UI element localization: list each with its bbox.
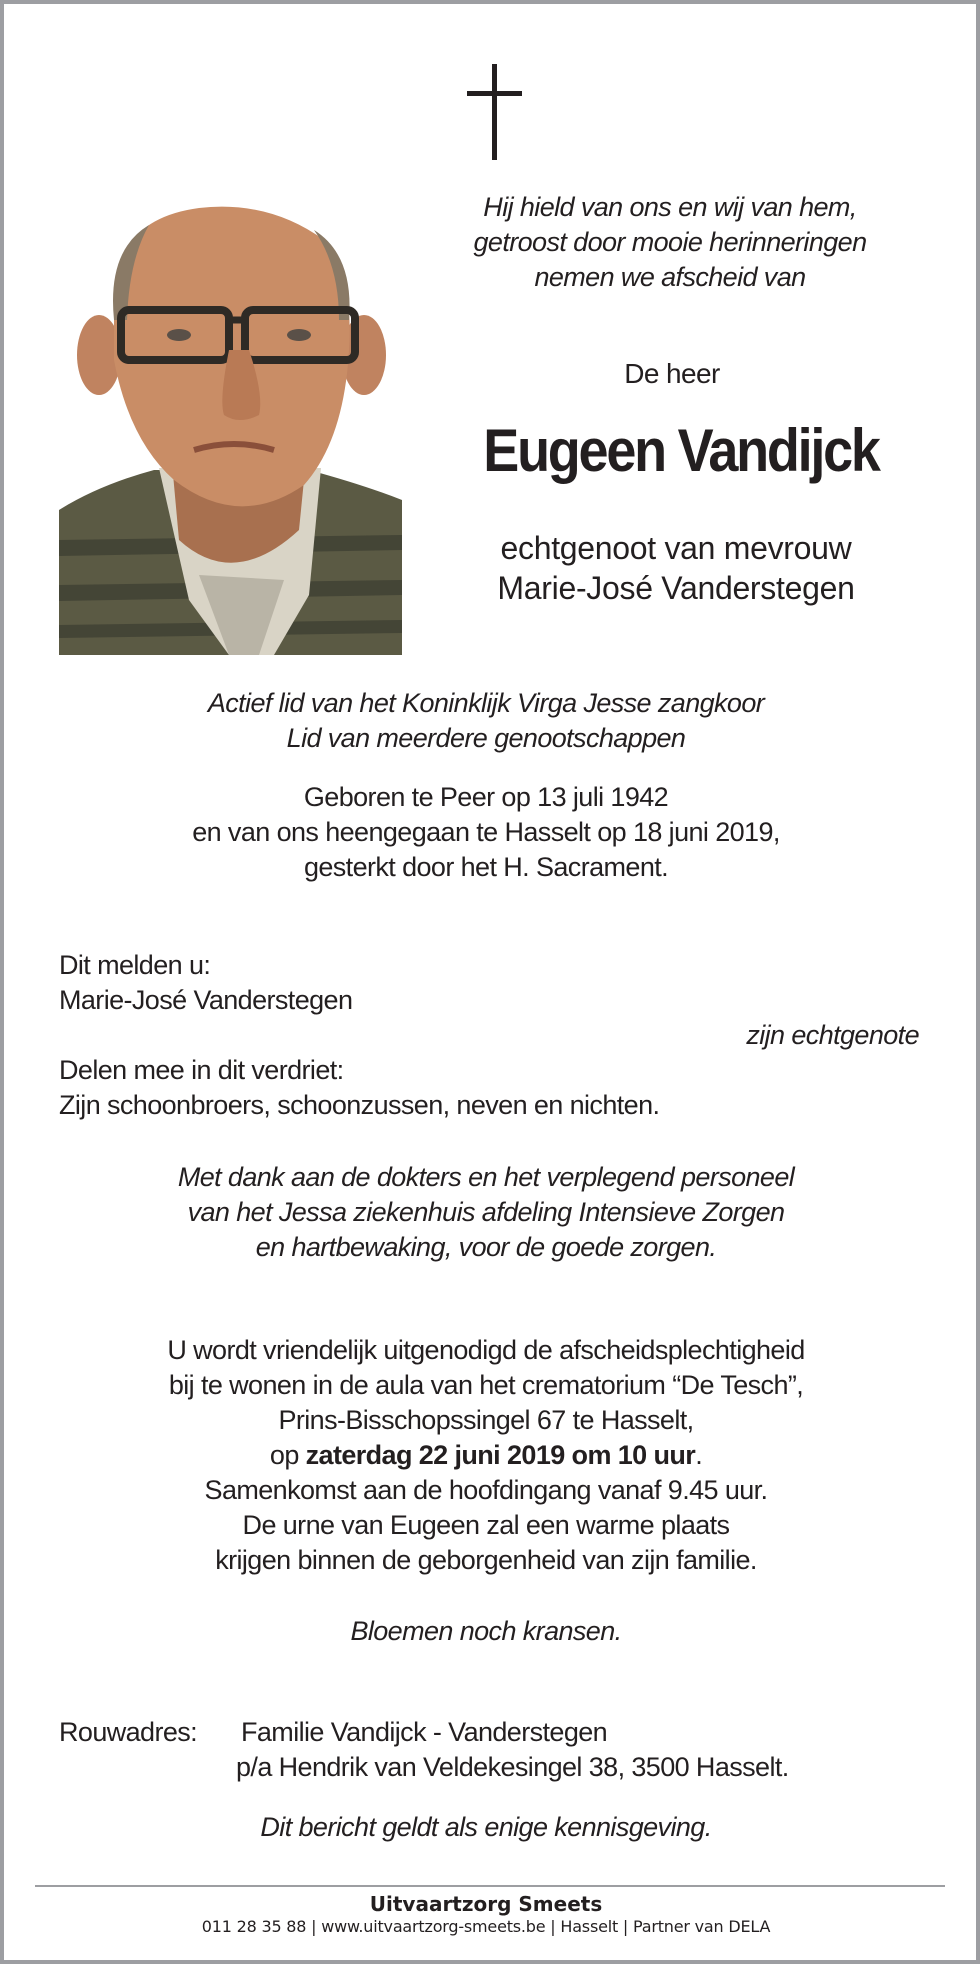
- footer-info: 011 28 35 88 | www.uitvaartzorg-smeets.be | Hasselt | Partner van DELA: [201, 1917, 771, 1936]
- ceremony-line-3: Prins-Bisschopssingel 67 te Hasselt,: [278, 1405, 694, 1435]
- membership-line-2: Lid van meerdere genootschappen: [286, 723, 686, 753]
- family-members: Zijn schoonbroers, schoonzussen, neven en nichten.: [59, 1090, 660, 1120]
- intro-line-1: Hij hield van ons en wij van hem,: [483, 192, 857, 222]
- spouse-name: Marie-José Vanderstegen: [59, 985, 353, 1015]
- membership-line-1: Actief lid van het Koninklijk Virga Jesse zangkoor: [207, 688, 765, 718]
- ceremony-line-7: krijgen binnen de geborgenheid van zijn familie.: [215, 1545, 757, 1575]
- cross-horizontal-bar: [467, 91, 522, 96]
- ceremony-line-1: U wordt vriendelijk uitgenodigd de afscheidsplechtigheid: [167, 1335, 805, 1365]
- death-line: en van ons heengegaan te Hasselt op 18 juni 2019,: [192, 817, 780, 847]
- spouse-line-2: Marie-José Vanderstegen: [497, 570, 855, 606]
- portrait-illustration: [59, 200, 402, 655]
- address-line-2: p/a Hendrik van Veldekesingel 38, 3500 Hasselt.: [236, 1752, 789, 1782]
- portrait-photo: [59, 200, 402, 655]
- flowers-note: Bloemen noch kransen.: [350, 1616, 622, 1646]
- cross-vertical-bar: [492, 64, 497, 160]
- spouse-relation: zijn echtgenote: [746, 1020, 919, 1050]
- share-intro: Delen mee in dit verdriet:: [59, 1055, 344, 1085]
- footer-company: Uitvaartzorg Smeets: [369, 1892, 603, 1916]
- notice-line: Dit bericht geldt als enige kennisgeving.: [260, 1812, 712, 1842]
- title-prefix: De heer: [624, 358, 720, 389]
- announcers-intro: Dit melden u:: [59, 950, 211, 980]
- ceremony-line-5: Samenkomst aan de hoofdingang vanaf 9.45 uur.: [204, 1475, 768, 1505]
- spouse-line-1: echtgenoot van mevrouw: [500, 530, 852, 566]
- footer-divider: [35, 1885, 945, 1887]
- thanks-line-2: van het Jessa ziekenhuis afdeling Intensieve Zorgen: [187, 1197, 785, 1227]
- obituary-page: [4, 4, 976, 1960]
- intro-line-2: getroost door mooie herinneringen: [473, 227, 867, 257]
- ceremony-date-prefix: op: [269, 1440, 306, 1470]
- ceremony-line-2: bij te wonen in de aula van het crematorium “De Tesch”,: [168, 1370, 804, 1400]
- thanks-line-3: en hartbewaking, voor de goede zorgen.: [255, 1232, 717, 1262]
- deceased-name: Eugeen Vandijck: [483, 417, 879, 484]
- ceremony-line-6: De urne van Eugeen zal een warme plaats: [242, 1510, 730, 1540]
- ceremony-date: zaterdag 22 juni 2019 om 10 uur: [305, 1440, 696, 1470]
- intro-line-3: nemen we afscheid van: [534, 262, 806, 292]
- sacrament-line: gesterkt door het H. Sacrament.: [303, 852, 669, 882]
- address-line-1: Familie Vandijck - Vanderstegen: [241, 1717, 608, 1747]
- thanks-line-1: Met dank aan de dokters en het verplegend personeel: [177, 1162, 795, 1192]
- ceremony-date-line: [270, 1438, 702, 1473]
- ceremony-date-suffix: .: [695, 1440, 703, 1470]
- birth-line: Geboren te Peer op 13 juli 1942: [303, 782, 669, 812]
- address-label: Rouwadres:: [59, 1717, 198, 1747]
